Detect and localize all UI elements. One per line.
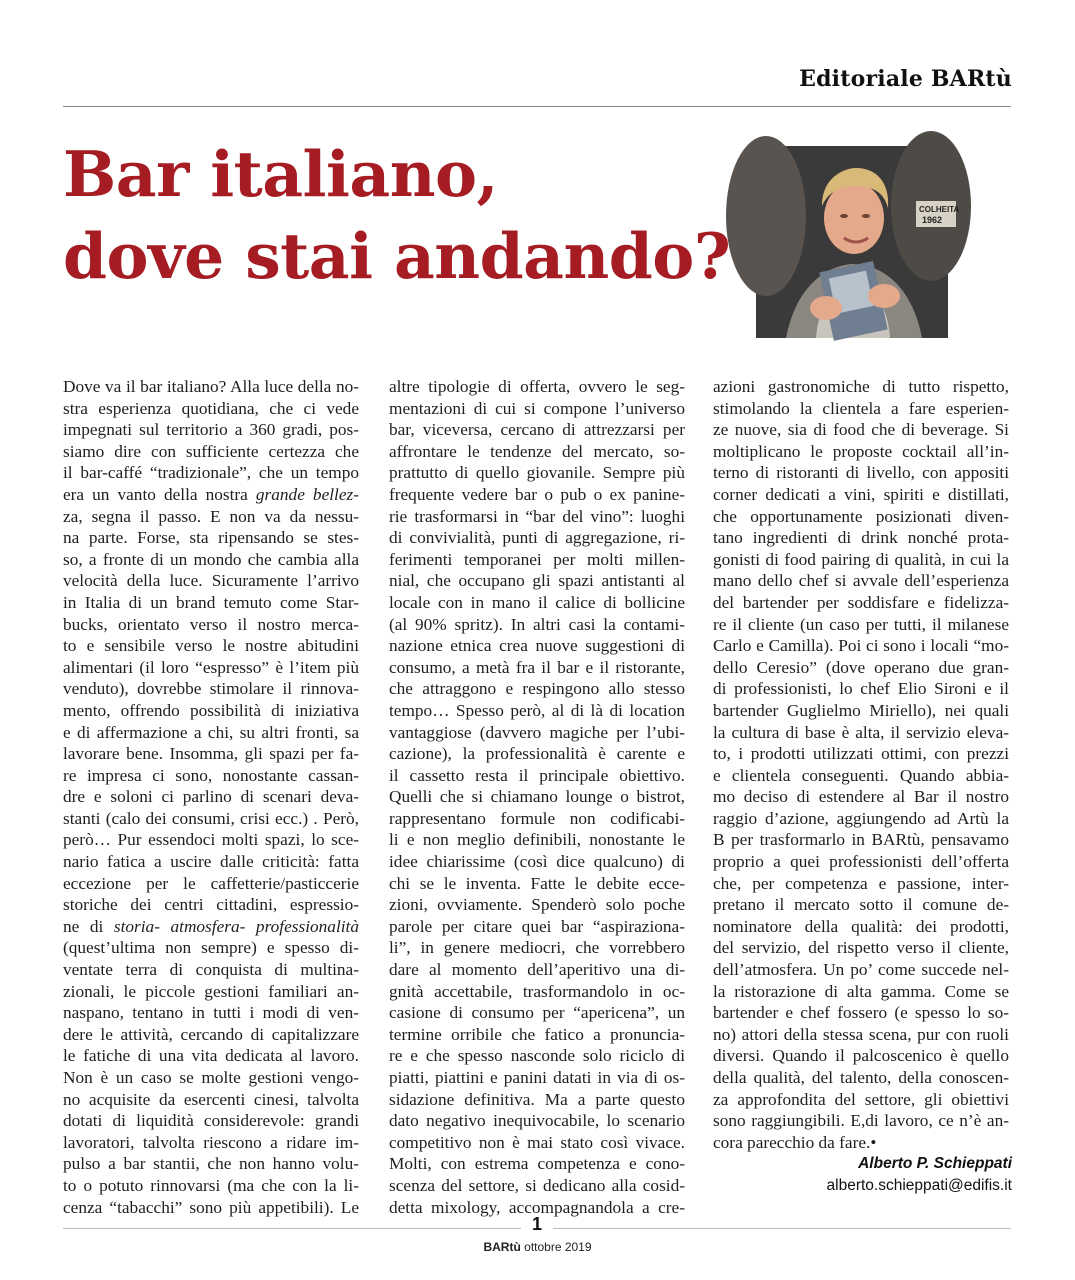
article-line: chi se le inventa. Fatte le debite ecce- [389,873,685,893]
article-line: so, a fronte di un mondo che cambia alla [63,549,359,569]
article-line: velocità della luce. Sicuramente l’arrivo [63,571,359,591]
article-line: re impresa ci sono, nonostante cassan- [63,765,359,785]
article-line: consumo, a metà fra il bar e il ristorante, [389,657,685,677]
article-line: prattutto di quello giovanile. Sempre più [389,463,685,483]
article-line: la cultura di base è alta, il servizio eleva- [713,722,1009,742]
article-line: nominatore della qualità: dei prodotti, [713,916,1009,936]
footer-rule-right [553,1228,1011,1229]
article-line: che attraggono e respingono allo stesso [389,679,685,699]
headline-line-2: dove stai andando? [63,219,731,293]
article-line: detta mixology, accompagnandola a cre- [389,1197,685,1217]
article-line: bucks, orientato verso il nostro merca- [63,614,359,634]
article-line: la ristorazione di alta gamma. Come se [713,981,1009,1001]
author-portrait [756,146,960,338]
portrait-tag-line-2: 1962 [922,215,943,225]
article-line: azioni gastronomiche di tutto rispetto, [713,377,1009,396]
page-number: 1 [531,1214,542,1234]
article-line: però… Pur essendoci molti spazi, lo sce- [63,830,359,850]
article-line: re il cliente (un caso per tutti, il milanese [713,614,1009,634]
article-line: (al 90% spritz). In altri casi la contami- [389,614,685,634]
article-line: bar, viceversa, cercano di attrezzarsi per [389,420,685,440]
article-line: impegnati sul territorio a 360 gradi, pos- [63,420,359,440]
article-line: rie trasformarsi in “bar del vino”: luoghi [389,506,685,526]
article-line: cenza “tabacchi” sono più appetibili). Le [63,1197,359,1217]
footer-issue: ottobre 2019 [524,1240,592,1254]
article-line: del bartender per soddisfare e fidelizza- [713,592,1009,612]
article-line: di convivialità, punti di aggregazione, ri- [389,528,685,548]
author-name: Alberto P. Schieppati [858,1155,1012,1172]
signature [827,1153,1012,1197]
article-line: to o potuto rinnovarsi (ma che con la li- [63,1175,359,1195]
article-line: za, segna il passo. E non va da nessu- [63,506,359,526]
article-line: no acquisite da esercenti cinesi, talvolta [63,1089,359,1109]
portrait-tag-line-1: COLHEITA [919,205,960,214]
article-line: stimolando la clientela a fare esperien- [713,398,1009,418]
article-line: ventate terra di conquista di multina- [63,960,359,980]
article-line: tempo… Spesso però, al di là di location [389,700,685,720]
article-line: termine orribile che fatico a pronuncia- [389,1024,685,1044]
article-line: (quest’ultima non sempre) e spesso di- [63,938,359,958]
article-line: scenza del settore, si dedicano alla cosid- [389,1175,685,1195]
article-line: moltiplicano le proposte cocktail all’in- [713,441,1009,461]
headline-line-1: Bar italiano, [63,137,498,211]
article-line: idee chiarissime (così dice qualcuno) di [389,852,685,872]
article-line: nazione etnica crea nuove suggestioni di [389,636,685,656]
article-line: ze nuove, sia di food che di beverage. Si [713,420,1009,440]
article-line: B per trasformarlo in BARtù, pensavamo [713,830,1009,850]
article-line: sono raggiungibili. E,di lavoro, ce n’è an- [713,1111,1009,1131]
article-line: li e non meglio definibili, nonostante le [389,830,685,850]
article-line: dotati di liquidità considerevole: grandi [63,1111,359,1131]
article-line: Dove va il bar italiano? Alla luce della no- [63,377,359,396]
article-line: parole per citare quei bar “aspiraziona- [389,916,685,936]
article-line: corner dedicati a vini, spiriti e distillati, [713,484,1009,504]
author-email: alberto.schieppati@edifis.it [826,1177,1012,1194]
article-line: re e che spesso nasconde solo riciclo di [389,1046,685,1066]
article-line: stra esperienza quotidiana, che ci vede [63,398,359,418]
article-line: gnità accettabile, trasformandolo in oc- [389,981,685,1001]
article-line: tano ingredienti di drink nonché prota- [713,528,1009,548]
article-line: che, per competenza e passione, inter- [713,873,1009,893]
article-line: le fatiche di una vita dedicata al lavoro. [63,1046,359,1066]
article-line: nial, che occupano gli spazi antistanti al [389,571,685,591]
article-line: affrontare le tendenze del mercato, so- [389,441,685,461]
article-line: rappresentano formule non codificabi- [389,808,685,828]
article-line: il bar-caffé “tradizionale”, che un tempo [63,463,359,483]
article-line: altre tipologie di offerta, ovvero le seg- [389,377,685,396]
article-line: locale con in mano il calice di bollicine [389,592,685,612]
article-line: eccezione per le caffetterie/pasticcerie [63,873,359,893]
article-line: lavorare bene. Insomma, gli spazi per fa- [63,744,359,764]
article-line: che opportunamente posizionati diven- [713,506,1009,526]
article-column-1 [63,376,359,1218]
article-line: dell’atmosfera. Un po’ come succede nel- [713,960,1009,980]
article-columns [63,376,1013,1217]
article-line: terno di ristoranti di livello, con appositi [713,463,1009,483]
article-line: bartender Guglielmo Miriello), nei quali [713,700,1009,720]
article-line: stanti (calo dei consumi, crisi ecc.) . Però, [63,808,359,828]
article-line: lavoratori, talvolta riescono a ridare im- [63,1132,359,1152]
article-column-3 [713,376,1009,1153]
footer-rule-left [63,1228,521,1229]
top-rule [63,106,1011,107]
article-line: no) attori della stessa scena, pur con ruoli [713,1024,1009,1044]
article-line: dere le attività, cercando di capitalizzare [63,1024,359,1044]
article-line: pretano il mercato sotto il comune de- [713,895,1009,915]
article-line: cora parecchio da fare.• [713,1132,877,1152]
article-line: raggio d’azione, aggiungendo ad Artù la [713,808,1009,828]
article-line: storiche dei centri cittadini, espressio- [63,895,359,915]
article-line: frequente vedere bar o pub o ex panine- [389,484,685,504]
article-line: dello Ceresio” (dove operano due gran- [713,657,1009,677]
article-line: e di affermazione a chi, su altri fronti, sa [63,722,359,742]
article-line: cazione), la professionalità è carente e [389,744,685,764]
article-line: dato negativo inequivocabile, lo scenario [389,1111,685,1131]
article-line: zioni, ovviamente. Spenderò solo poche [389,895,685,915]
article-line: mentazioni di cui si compone l’universo [389,398,685,418]
article-line: siamo dire con sufficiente certezza che [63,441,359,461]
article-line: bartender e chef fossero (e spesso lo so- [713,1003,1009,1023]
article-line: mo deciso di estendere al Bar il nostro [713,787,1009,807]
article-line: ne di storia- atmosfera- professionalità [63,916,359,936]
article-line: dre e soloni ci parlino di scenari deva- [63,787,359,807]
headline [63,133,730,297]
article-line: proprio a quei professionisti dell’offerta [713,852,1009,872]
article-line: della qualità, del talento, della conoscen- [713,1068,1009,1087]
article-line: di professionisti, lo chef Elio Sironi e il [713,679,1009,699]
article-line: in Italia di un brand temuto come Star- [63,592,359,612]
article-line: to e sensibile verso le nostre abitudini [63,636,359,656]
article-line: Carlo e Camilla). Poi ci sono i locali “mo- [713,636,1009,656]
article-line: mento, offrendo possibilità di iniziativa [63,700,359,720]
article-line: pulso a bar stantii, che non hanno volu- [63,1154,359,1174]
article-line: piatti, piattini e panini datati in via di os- [389,1068,685,1087]
article-line: casione di consumo per “apericena”, un [389,1003,685,1023]
article-column-2 [389,376,685,1218]
article-line: alimentari (il loro “espresso” è l’item più [63,657,359,677]
article-line: venduto), dovrebbe stimolare il rinnova- [63,679,359,699]
article-line: mano dello chef si avvale dell’esperienza [713,571,1009,591]
footer-brand: BARtù [483,1240,521,1254]
article-line: Non è un caso se molte gestioni vengo- [63,1068,359,1087]
article-line: naspano, tentano in tutti i modi di ven- [63,1003,359,1023]
article-line: nario fatica a uscire dalle criticità: fatta [63,852,359,872]
article-line: li”, in genere mediocri, che vorrebbero [389,938,685,958]
article-line: za approfondita del settore, gli obiettivi [713,1089,1009,1109]
article-line: Quelli che si chiamano lounge o bistrot, [389,787,685,807]
section-label: Editoriale BARtù [799,66,1012,92]
article-line: gonisti di food pairing di qualità, in cui la [713,549,1009,569]
article-line: dare al momento dell’aperitivo una di- [389,960,685,980]
article-line: del servizio, del rispetto verso il cliente, [713,938,1009,958]
article-line: il cassetto resta il principale obiettivo. [389,765,685,785]
author-portrait-photo-icon [756,146,960,338]
article-line: diversi. Quando il palcoscenico è quello [713,1046,1009,1066]
footer [0,1240,1075,1254]
article-line: zionali, le piccole gestioni familiari an- [63,981,359,1001]
article-line: competitivo non è mai stato così vivace. [389,1132,685,1152]
article-line: ferimenti temporanei per molti millen- [389,549,685,569]
article-line: vantaggiose (davvero magiche per l’ubi- [389,722,685,742]
article-line: Molti, con estrema competenza e cono- [389,1154,685,1174]
article-line: to, i prodotti utilizzati ottimi, con prezzi [713,744,1009,764]
article-line: sidazione definitiva. Ma a parte questo [389,1089,685,1109]
article-emphasis: grande bellez- [255,484,359,504]
article-line: era un vanto della nostra grande bellez- [63,484,359,504]
article-line: e clientela conseguenti. Quando abbia- [713,765,1009,785]
article-line: na parte. Forse, sta ripensando se stes- [63,528,359,548]
article-emphasis: storia- atmosfera- professionalità [113,916,359,936]
